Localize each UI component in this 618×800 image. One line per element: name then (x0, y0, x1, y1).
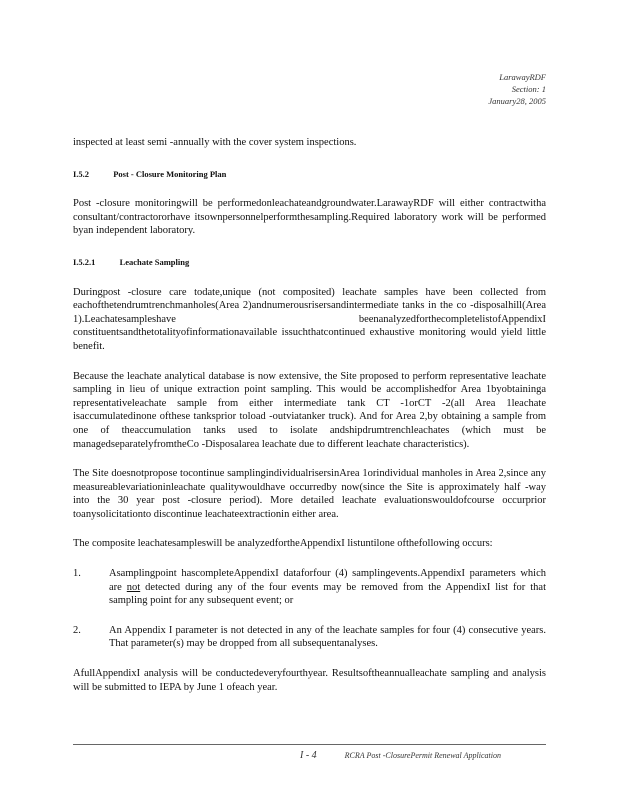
list-item-1 (73, 567, 546, 608)
because-paragraph: Because the leachate analytical database is now extensive, the Site proposed to perform representative leachate sampling in lieu of unique extraction point sampling. This would be accomplishedfor Area 1byobtaininga representativeleachate sample from either intermediate tank CT -1orCT -2(all Area 1leachate isaccumulatedinone ofthese tanksprior toload -outviatanker truck). And for Area 2,by obtaining a sample from one of theaccumulation tanks used to isolate andshipdrumtrenchleachates (which must be managedseparatelyfromtheCo -Disposalarea leachate due to different leachate characteristics). (73, 370, 546, 450)
section-title: Post - Closure Monitoring Plan (113, 168, 227, 179)
header-facility: LarawayRDF (499, 72, 546, 82)
list-item-text: Asamplingpoint hascompleteAppendixI dataforfour (4) samplingevents.AppendixI parameters which are not detected during any of the four events may be removed from the AppendixI list for that sampling point for any subsequent event; or (109, 568, 546, 607)
subsection-number: I.5.2.1 (73, 256, 96, 267)
document-header (488, 71, 546, 107)
footer-divider (73, 744, 546, 745)
subsection-title: Leachate Sampling (119, 256, 190, 267)
composite-paragraph: The composite leachatesampleswill be analyzedfortheAppendixI listuntilone ofthefollowing occurs: (73, 538, 493, 550)
full-analysis-paragraph: AfullAppendixI analysis will be conductedeveryfourthyear. Resultsoftheannualleachate sampling and analysis will be submitted to IEPA by June 1 ofeach year. (73, 668, 546, 693)
document-body (73, 136, 546, 694)
header-section: Section: 1 (511, 84, 546, 94)
section-heading-152 (73, 168, 546, 182)
list-number: 2. (73, 624, 81, 636)
footer-title: RCRA Post -ClosurePermit Renewal Application (344, 751, 501, 760)
section-heading-1521 (73, 256, 546, 270)
list-number: 1. (73, 568, 81, 580)
list-item-2 (73, 624, 546, 651)
document-footer (300, 750, 501, 761)
site-paragraph: The Site doesnotpropose tocontinue samplingindividualrisersinArea 1orindividual manholes in Area 2,since any measureablevariationinleachate qualitywouldhave occurredby now(since the Site is approximately half -way into the 30 year post -closure period). More detailed leachate evaluationswouldofcourse occurprior toanysolicitationto discontinue leachateextractionin either area. (73, 468, 546, 520)
section-number: I.5.2 (73, 168, 90, 179)
monitoring-plan-paragraph: Post -closure monitoringwill be performedonleachateandgroundwater.LarawayRDF will either contractwitha consultant/contractororhave itsownpersonnelperformthesampling.Required laboratory work will be performed byan independent laboratory. (73, 198, 546, 237)
intro-paragraph: inspected at least semi -annually with the cover system inspections. (73, 137, 357, 148)
leachate-sampling-paragraph: Duringpost -closure care todate,unique (not composited) leachate samples have been collected from eachofthetendrumtrenchmanholes(Area 2)andnumerousrisersandintermediate tanks in the co -disposalhill(Area 1).Leachatesampleshave beenanalyzedforthecompletelistofAppendixI constituentsandthetotalityofinformationavailable issuchthatcontinued exhaustive monitoring would yield little benefit. (73, 286, 546, 352)
list-item-text: An Appendix I parameter is not detected in any of the leachate samples for four (4) consecutive years. That parameter(s) may be dropped from all subsequentanalyses. (109, 624, 546, 650)
underlined-not: not (126, 581, 141, 593)
header-date: January28, 2005 (488, 96, 546, 106)
page-number: I - 4 (300, 750, 317, 761)
